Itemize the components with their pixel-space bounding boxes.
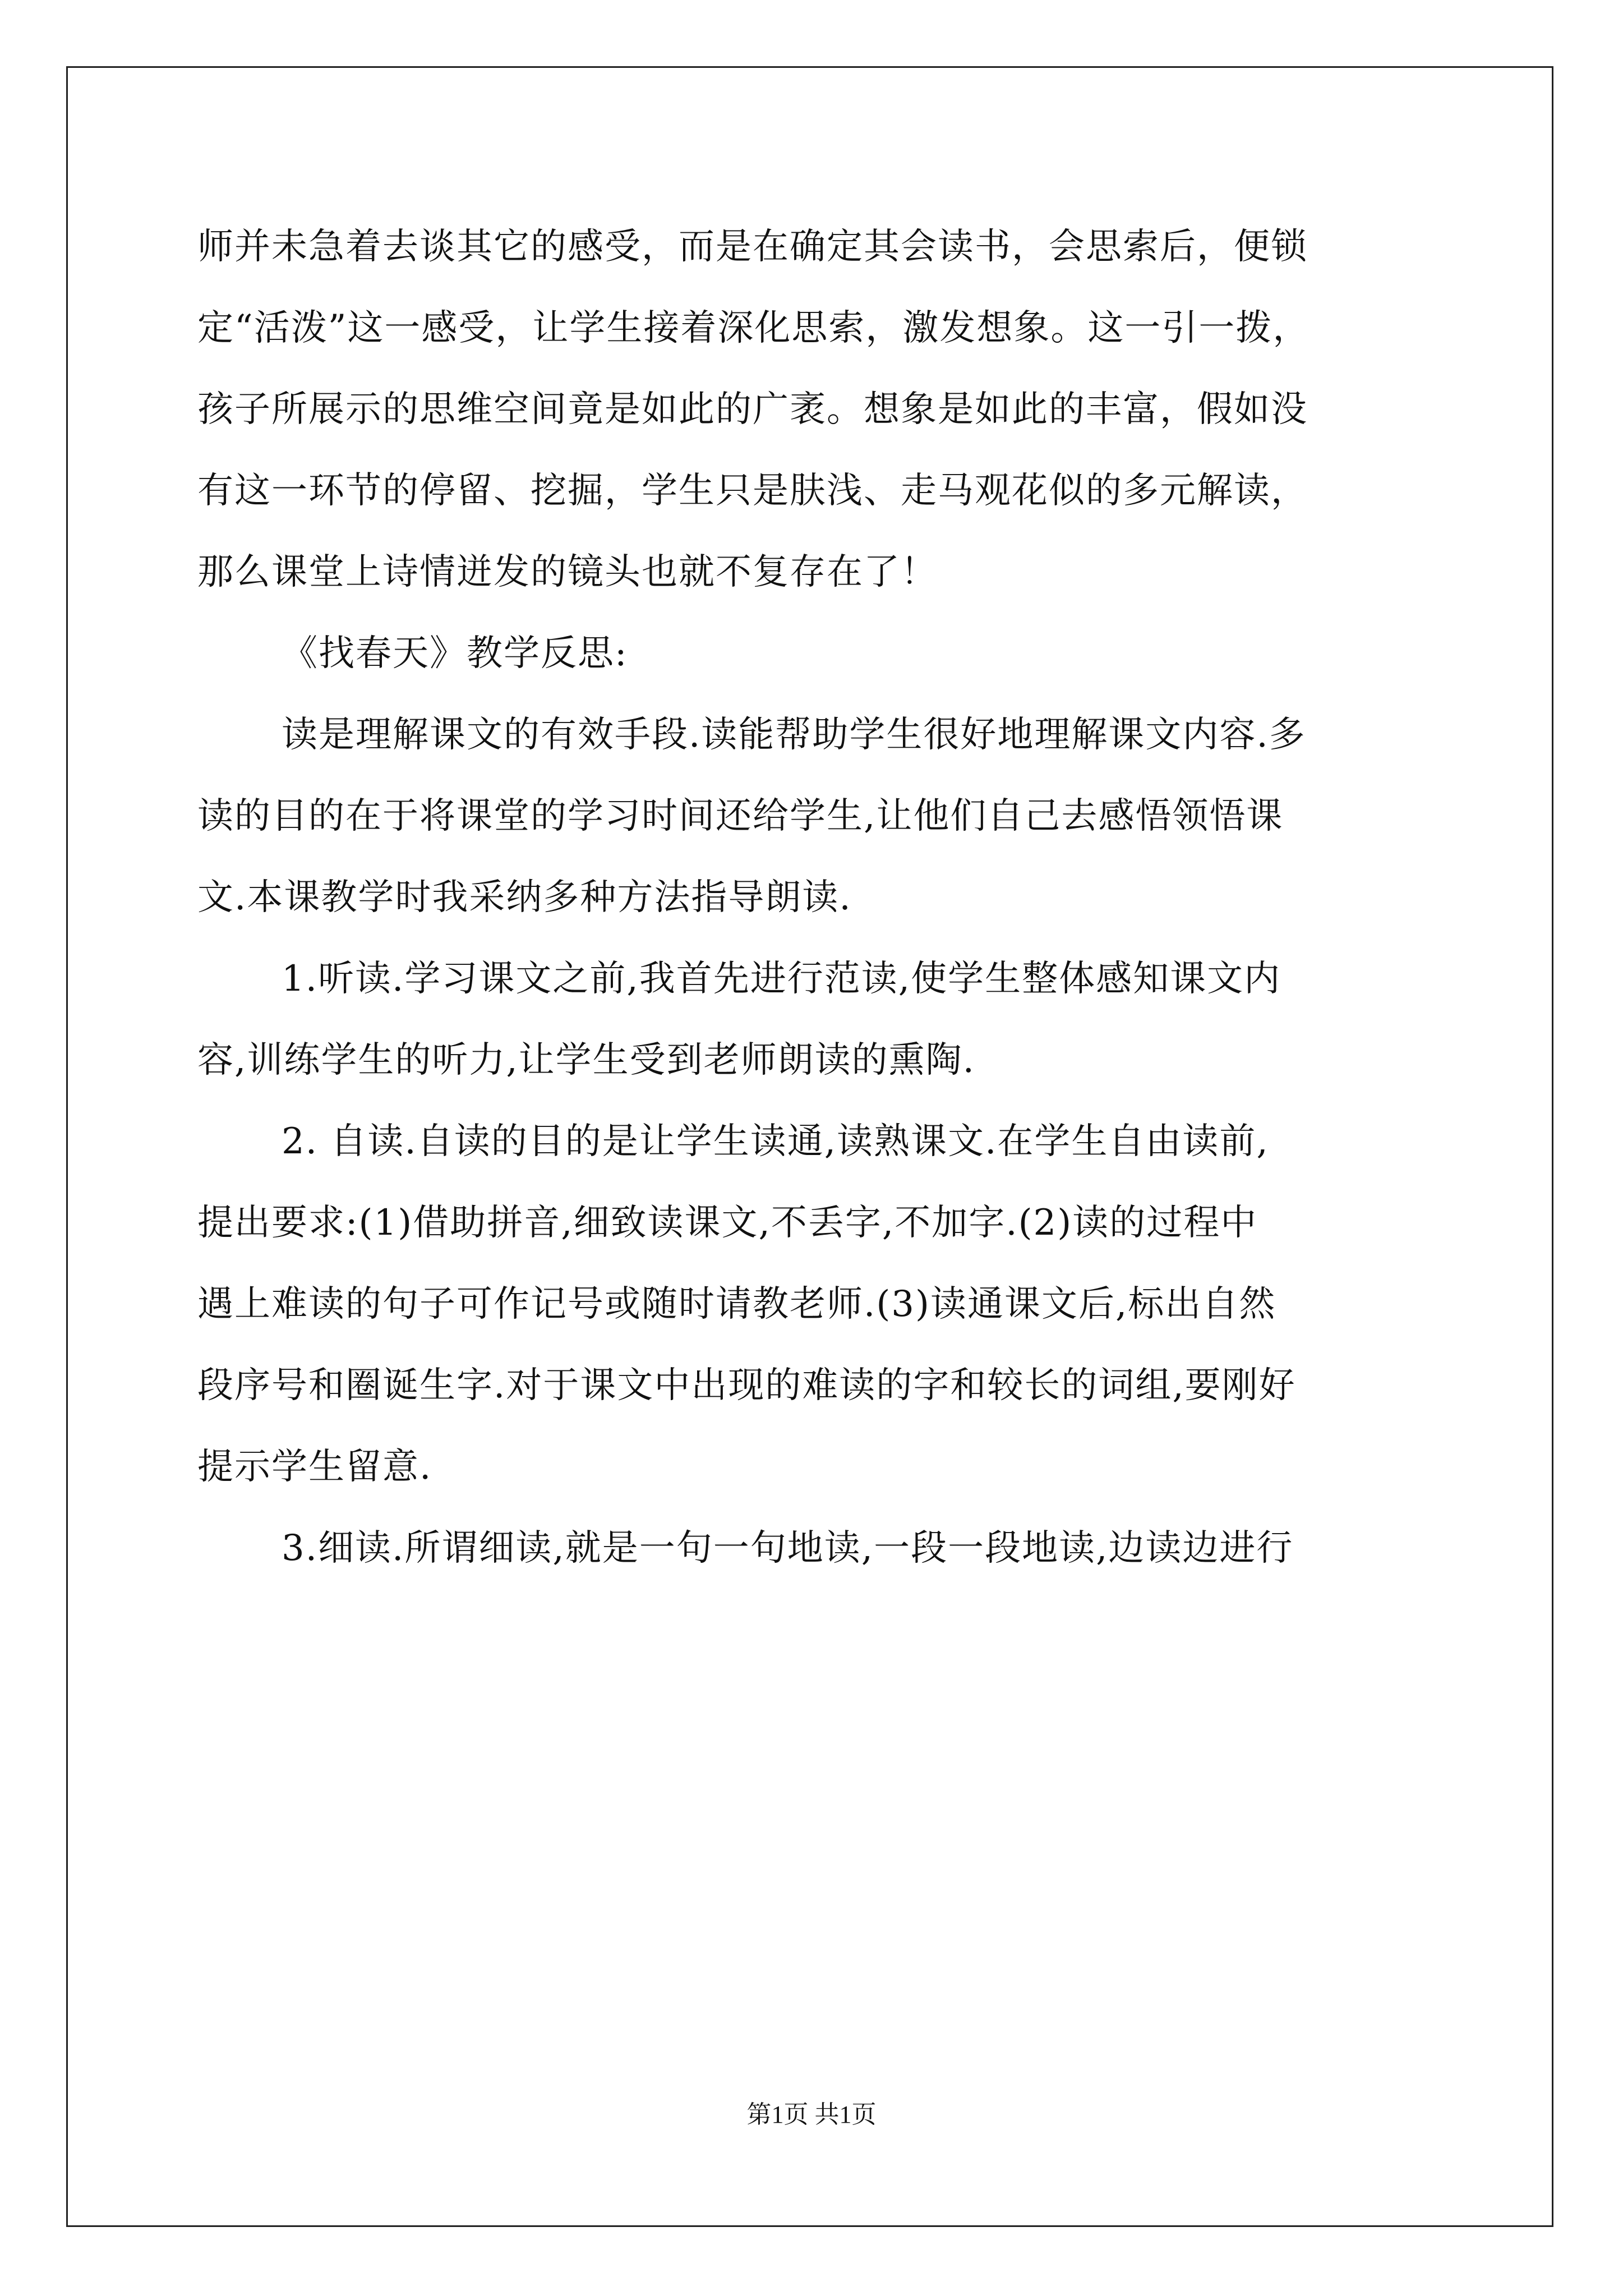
- text-line: 定“活泼”这一感受，让学生接着深化思索，激发想象。这一引一拨，: [197, 307, 1310, 349]
- list-item-2: 2. 自读.自读的目的是让学生读通,读熟课文.在学生自由读前,: [282, 1121, 1269, 1162]
- text-line: 那么课堂上诗情迸发的镜头也就不复存在了！: [197, 551, 938, 593]
- text-line: 师并未急着去谈其它的感受，而是在确定其会读书，会思索后，便锁: [197, 226, 1308, 268]
- text-line: 孩子所展示的思维空间竟是如此的广袤。想象是如此的丰富，假如没: [197, 389, 1308, 430]
- paragraph-start: 读是理解课文的有效手段.读能帮助学生很好地理解课文内容.多: [282, 714, 1306, 756]
- list-item-1: 1.听读.学习课文之前,我首先进行范读,使学生整体感知课文内: [282, 958, 1281, 1000]
- text-line: 提出要求:(1)借助拼音,细致读课文,不丢字,不加字.(2)读的过程中: [197, 1202, 1258, 1244]
- text-line: 容,训练学生的听力,让学生受到老师朗读的熏陶.: [197, 1039, 976, 1081]
- page-footer: 第1页 共1页: [746, 2101, 877, 2128]
- text-line: 遇上难读的句子可作记号或随时请教老师.(3)读通课文后,标出自然: [197, 1283, 1276, 1325]
- list-item-3: 3.细读.所谓细读,就是一句一句地读,一段一段地读,边读边进行: [282, 1527, 1294, 1569]
- text-line: 读的目的在于将课堂的学习时间还给学生,让他们自己去感悟领悟课: [197, 795, 1284, 837]
- section-heading: 《找春天》教学反思:: [282, 633, 628, 674]
- text-line: 有这一环节的停留、挖掘，学生只是肤浅、走马观花似的多元解读，: [197, 470, 1308, 512]
- text-line: 段序号和圈诞生字.对于课文中出现的难读的字和较长的词组,要刚好: [197, 1365, 1296, 1406]
- text-line: 提示学生留意.: [197, 1446, 432, 1488]
- text-line: 文.本课教学时我采纳多种方法指导朗读.: [197, 877, 852, 918]
